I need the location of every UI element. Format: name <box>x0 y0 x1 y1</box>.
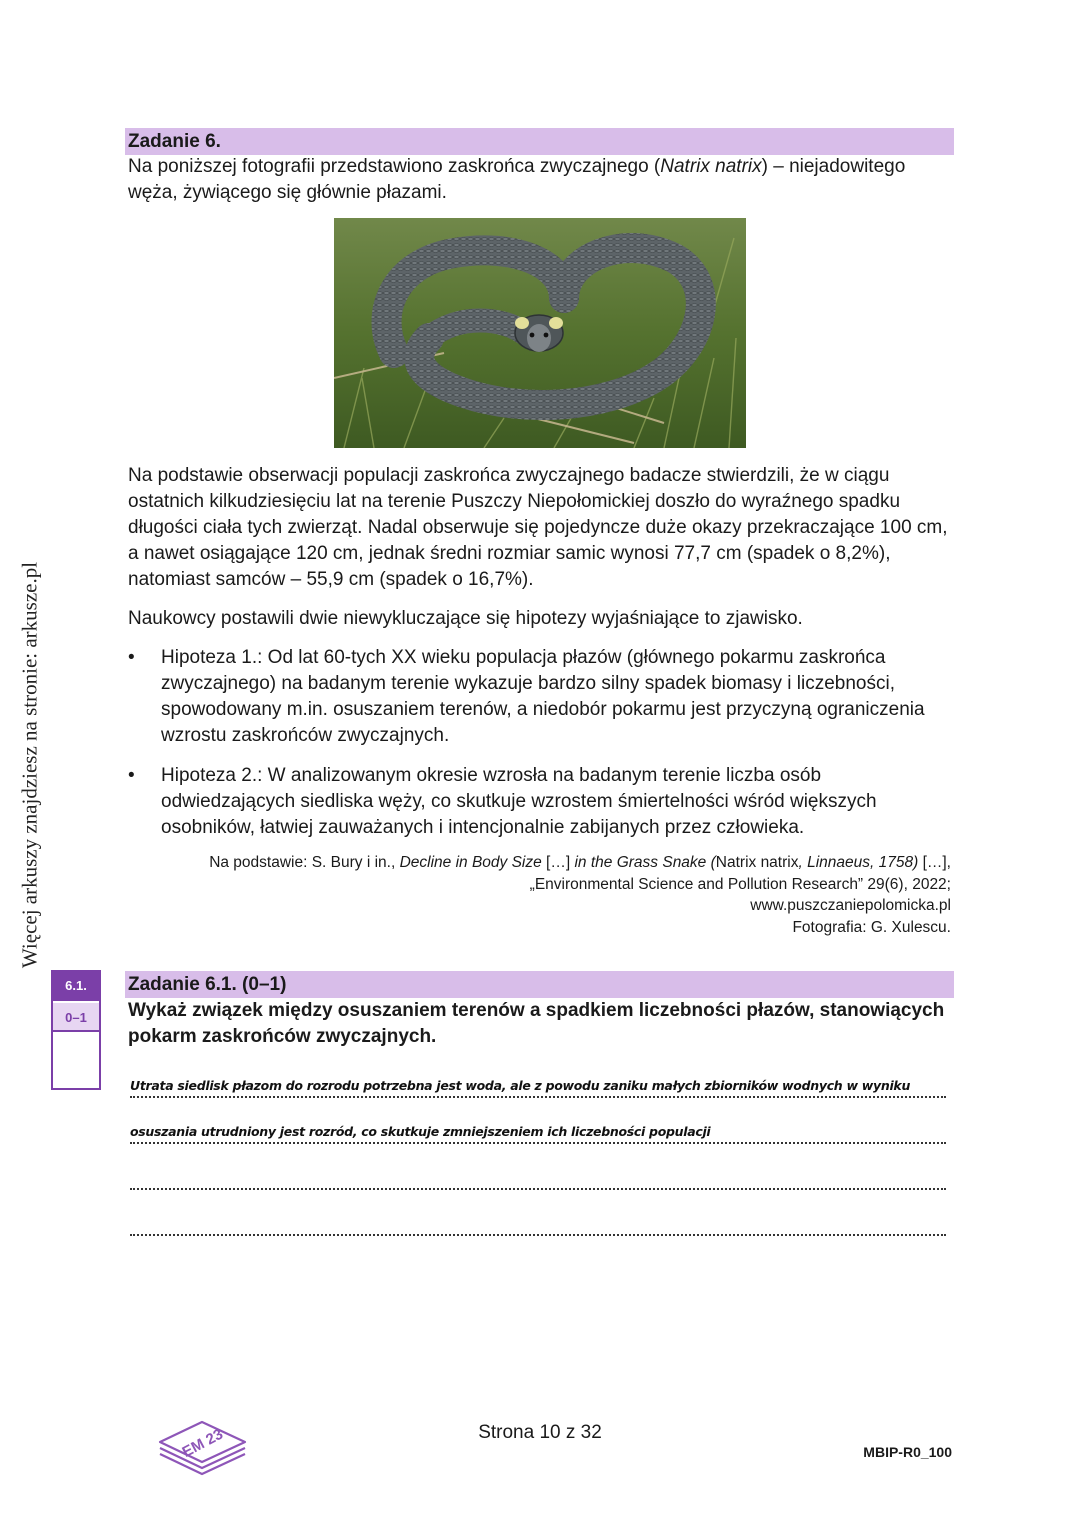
intro-species-name: Natrix natrix <box>660 156 762 177</box>
score-range: 0–1 <box>53 1001 99 1032</box>
intro-text-part2: ) – niejadowitego węża, żywiącego się głównie płazami. <box>128 156 906 203</box>
source-ellipsis-1: […] <box>541 854 575 871</box>
hypothesis-1 <box>128 645 954 749</box>
exam-code: MBIP-R0_100 <box>863 1444 952 1460</box>
snake-illustration <box>334 218 746 448</box>
intro-text-part1: Na poniższej fotografii przedstawiono zaskrońca zwyczajnego ( <box>128 156 661 177</box>
source-line-1 <box>151 852 951 874</box>
task-6-intro <box>128 154 954 206</box>
source-comma: , <box>798 854 808 871</box>
task-6-1-header: Zadanie 6.1. (0–1) <box>125 971 954 998</box>
task-6-paragraph-2: Naukowcy postawili dwie niewykluczające się hipotezy wyjaśniające to zjawisko. <box>128 608 803 629</box>
answer-line-2[interactable]: osuszania utrudniony jest rozród, co skutkuje zmniejszeniem ich liczebności populacji <box>130 1118 946 1144</box>
exam-logo-text: EM 23 <box>179 1425 226 1462</box>
source-prefix: Na podstawie: S. Bury i in., <box>209 854 400 871</box>
hypothesis-2 <box>128 763 954 841</box>
task-6-header: Zadanie 6. <box>125 128 954 155</box>
grass-snake-photo <box>334 218 746 448</box>
source-author: Linnaeus, 1758) <box>807 854 919 871</box>
source-ellipsis-2: […], <box>918 854 951 871</box>
hypothesis-2-text: Hipoteza 2.: W analizowanym okresie wzrosła na badanym terenie liczba osób odwiedzających siedliska węży, co skutkuje wzrostem śmiertelności wśród większych osobników, łatwiej zauważanych i intencjonalnie zabijanych przez człowieka. <box>161 765 877 838</box>
answer-line-1[interactable]: Utrata siedlisk płazom do rozrodu potrzebna jest woda, ale z powodu zaniku małych zbiorników wodnych w wyniku <box>130 1072 946 1098</box>
source-title-2: in the Grass Snake ( <box>574 854 716 871</box>
source-citation <box>151 852 951 938</box>
source-website: www.puszczaniepolomicka.pl <box>750 897 951 914</box>
hypothesis-1-text: Hipoteza 1.: Od lat 60-tych XX wieku populacja płazów (głównego pokarmu zaskrońca zwyczajnego) na badanym terenie wykazuje bardzo silny spadek biomasy i liczebności, spowodowany m.in. osuszaniem terenów, a niedobór pokarmu jest przyczyną ograniczenia wzrostu zaskrońców zwyczajnych. <box>161 647 925 746</box>
bullet-dot: • <box>128 765 135 786</box>
side-watermark-text: Więcej arkuszy znajdziesz na stronie: arkusze.pl <box>17 561 42 969</box>
source-title-1: Decline in Body Size <box>399 854 542 871</box>
score-task-id: 6.1. <box>53 972 99 1001</box>
page-number: Strona 10 z 32 <box>478 1422 602 1443</box>
bullet-dot: • <box>128 647 135 668</box>
photo-credit: Fotografia: G. Xulescu. <box>792 918 951 936</box>
answer-line-3[interactable] <box>130 1164 946 1190</box>
score-entry-field[interactable] <box>53 1032 99 1087</box>
answer-line-4[interactable] <box>130 1210 946 1236</box>
task-6-1-question: Wykaż związek między osuszaniem terenów a spadkiem liczebności płazów, stanowiących pokarm zaskrońców zwyczajnych. <box>128 1000 945 1047</box>
task-6-paragraph-1: Na podstawie obserwacji populacji zaskrońca zwyczajnego badacze stwierdzili, że w ciągu ostatnich kilkudziesięciu lat na terenie Puszczy Niepołomickiej doszło do wyraźnego spadku długości ciała tych zwierząt. Nadal obserwuje się pojedyncze duże okazy przekraczające 100 cm, a nawet osiągające 120 cm, jednak średni rozmiar samic wynosi 77,7 cm (spadek o 8,2%), natomiast samców – 55,9 cm (spadek o 16,7%). <box>128 465 948 590</box>
score-box <box>51 970 101 1090</box>
source-species: Natrix natrix <box>715 854 799 871</box>
source-journal: „Environmental Science and Pollution Research” 29(6), 2022; <box>529 875 951 893</box>
